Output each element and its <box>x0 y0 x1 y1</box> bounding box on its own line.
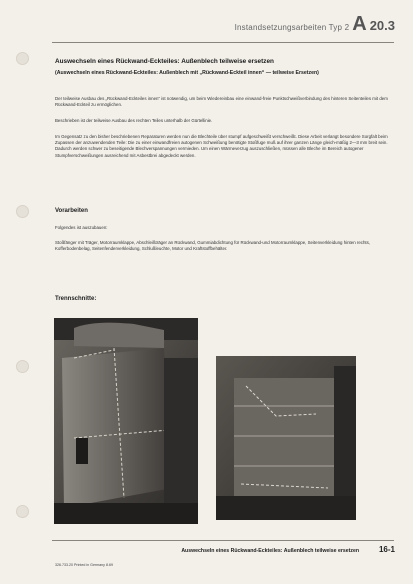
photo-left-image <box>54 318 198 524</box>
header-rule <box>52 42 394 43</box>
punch-hole <box>16 505 29 518</box>
page-number: 16-1 <box>378 545 395 554</box>
vorarbeiten-intro: Folgendes ist auszubauen: <box>55 225 108 230</box>
page-subtitle: (Auswechseln eines Rückwand-Eckteiles: Außenblech mit „Rückwand-Eckteil innen“ — teilweise Ersetzen) <box>55 70 319 76</box>
photo-left <box>54 318 198 524</box>
header-text: Instandsetzungsarbeiten Typ 2 <box>234 23 350 32</box>
section-heading-trennschnitte: Trennschnitte: <box>55 296 97 302</box>
page-header <box>235 14 395 34</box>
header-letter: A <box>352 13 367 35</box>
page-title: Auswechseln eines Rückwand-Eckteiles: Außenblech teilweise ersetzen <box>55 58 274 65</box>
punch-hole <box>16 205 29 218</box>
section-heading-vorarbeiten: Vorarbeiten <box>55 208 88 214</box>
punch-hole <box>16 360 29 373</box>
print-info: 326.733.20 Printed in Germany 8.69 <box>55 563 113 567</box>
punch-hole <box>16 52 29 65</box>
paragraph: Im Gegensatz zu den bisher beschriebenen Reparaturen werden nun die Blechteile über stumpf aufgeschweißt verschweißt. Diese Arbeit verlangt besondere Sorgfalt beim Zupassen der anzuwendenden Teile: Die zu einer einwandfreien autogenen Schweißung benötigte Stoßfuge muß auf ihrer ganzen Länge gleich-mäßig 2—3 mm breit sein. Dadurch werden schwer zu beseitigende Blechverspannungen vermieden. Um einen Wärmeverzug auszuschließen, müssen alle Bleche im Bereich autogener Stumpfverschweißungen ausreichend mit Asbestbrei abgedeckt werden. <box>55 134 388 158</box>
paragraph: Der teilweise Ausbau des „Rückwand-Eckteiles innen“ ist notwendig, um beim Wiedereinbau eine einwand-freie Punktschweißverbindung des hinteren Seitenteiles mit dem Rückwand-Eckteil zu ermöglichen. <box>55 96 388 108</box>
footer-rule <box>52 540 394 541</box>
photo-right <box>216 356 356 520</box>
paragraph: Beschrieben ist der teilweise Ausbau des rechten Teiles unterhalb der Gürtellinie. <box>55 118 213 123</box>
vorarbeiten-items: Stoßfänger mit Träger, Motorraumklappe, Abschleißträger an Rückwand, Gummiabdichtung für Rückwand-und Motorraumklappe, Seitenverkleidung hinten rechts, Kofferbodenbelag, Seitenfenderverkleidung, Schlußleuchte, Motor und Kraftstoffbehälter. <box>55 240 371 252</box>
footer-title: Auswechseln eines Rückwand-Eckteiles: Außenblech teilweise ersetzen <box>181 548 359 554</box>
photo-right-image <box>216 356 356 520</box>
header-number: 20.3 <box>369 18 395 33</box>
